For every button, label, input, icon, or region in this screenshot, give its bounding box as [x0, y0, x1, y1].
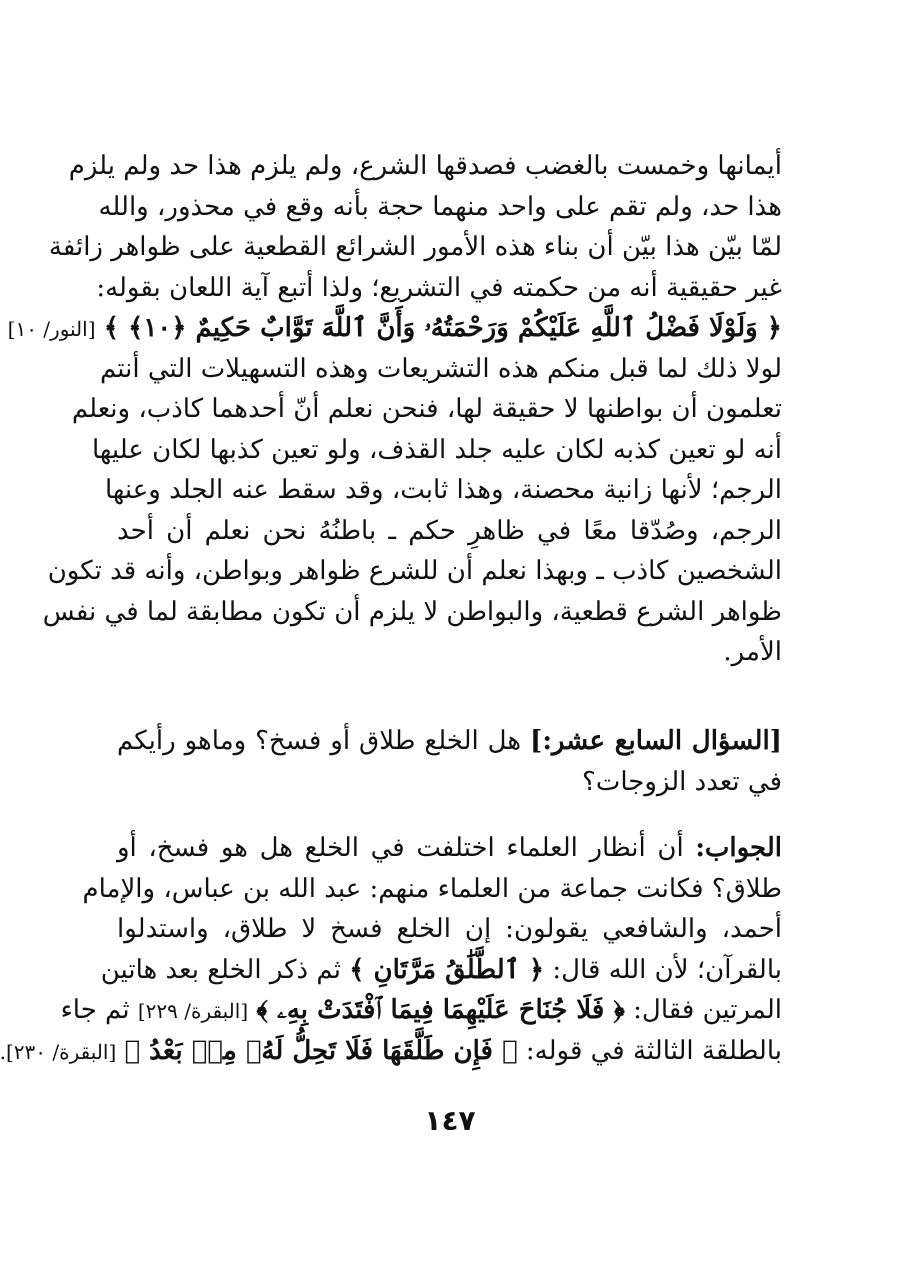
- answer-label: الجواب:: [695, 833, 782, 863]
- text-fragment: بالقرآن؛ لأن الله قال:: [552, 954, 782, 985]
- text-line: أنه لو تعين كذبه لكان عليه جلد القذف، ولو تعين كذبها لكان عليها: [91, 434, 782, 465]
- question-label: [السؤال السابع عشر:]: [530, 726, 782, 756]
- text-fragment: بالطلقة الثالثة في قوله:: [525, 1035, 782, 1066]
- text-line: لولا ذلك لما قبل منكم هذه التشريعات وهذه التسهيلات التي أنتم: [99, 353, 782, 384]
- paragraph-lian-commentary: [7, 146, 782, 673]
- text-line: هذا حد، ولم تقم على واحد منهما حجة بأنه وقع في محذور، والله: [98, 191, 782, 222]
- question-seventeen: [117, 721, 782, 802]
- verse-reference: [البقرة/ ٢٢٩]: [137, 999, 249, 1023]
- question-line: [117, 721, 782, 762]
- page-number: ١٤٧: [424, 1104, 476, 1137]
- text-line: ظواهر الشرع قطعية، والبواطن لا يلزم أن تكون مطابقة لما في نفس: [42, 596, 782, 627]
- answer-line: [117, 828, 782, 869]
- verse-reference: [النور/ ١٠]: [7, 317, 96, 341]
- text-fragment: المرتين فقال:: [633, 995, 782, 1025]
- text-fragment: ثم جاء: [60, 995, 130, 1025]
- text-line: تعلمون أن بواطنها لا حقيقة لها، فنحن نعلم أنّ أحدهما كاذب، ونعلم: [71, 394, 782, 424]
- answer-line: [0, 1031, 782, 1072]
- answer-line: أحمد، والشافعي يقولون: إن الخلع فسخ لا طلاق، واستدلوا: [117, 914, 782, 944]
- text-line: غير حقيقية أنه من حكمته في التشريع؛ ولذا أتبع آية اللعان بقوله:: [96, 272, 782, 303]
- question-text: هل الخلع طلاق أو فسخ؟ وماهو رأيكم: [117, 726, 522, 756]
- answer-paragraph: [0, 828, 782, 1071]
- quran-verse-baqara-230: ﴿ فَإِن طَلَّقَهَا فَلَا تَحِلُّ لَهُۥ مِنۢ بَعْدُ ﴾: [124, 1035, 518, 1066]
- text-fragment: ثم ذكر الخلع بعد هاتين: [100, 954, 341, 985]
- quran-verse-baqara-229a: ﴿ ٱلطَّلَٰقُ مَرَّتَانِ ﴾: [349, 954, 545, 985]
- verse-line: [7, 308, 782, 349]
- quran-verse-nur-10: ﴿ وَلَوْلَا فَضْلُ ٱللَّهِ عَلَيْكُمْ وَرَحْمَتُهُۥ وَأَنَّ ٱللَّهَ تَوَّابٌ حَكِيمٌ ﴿١٠﴾ ﴾: [103, 313, 782, 343]
- text-line: الأمر.: [723, 637, 782, 667]
- verse-reference: [البقرة/ ٢٣٠].: [0, 1039, 117, 1064]
- answer-line: [60, 990, 782, 1031]
- answer-line: [100, 950, 782, 991]
- text-line: الشخصين كاذب ـ وبهذا نعلم أن للشرع ظواهر وبواطن، وأنه قد تكون: [47, 556, 782, 586]
- text-line: أيمانها وخمست بالغضب فصدقها الشرع، ولم يلزم هذا حد ولم يلزم: [68, 151, 782, 181]
- text-line: الرجم، وصُدّقا معًا في ظاهرِ حكم ـ باطنُهُ نحن نعلم أن أحد: [117, 515, 782, 546]
- quran-verse-baqara-229b: ﴿ فَلَا جُنَاحَ عَلَيْهِمَا فِيمَا ٱفْتَدَتْ بِهِۦ ﴾: [256, 995, 625, 1025]
- answer-line: طلاق؟ فكانت جماعة من العلماء منهم: عبد الله بن عباس، والإمام: [82, 873, 782, 904]
- text-line: لمّا بيّن هذا بيّن أن بناء هذه الأمور الشرائع القطعية على ظواهر زائفة: [48, 232, 782, 262]
- text-line: الرجم؛ لأنها زانية محصنة، وهذا ثابت، وقد سقط عنه الجلد وعنها: [105, 475, 782, 505]
- question-line: في تعدد الزوجات؟: [582, 766, 782, 797]
- text-fragment: أن أنظار العلماء اختلفت في الخلع هل هو فسخ، أو: [117, 833, 684, 863]
